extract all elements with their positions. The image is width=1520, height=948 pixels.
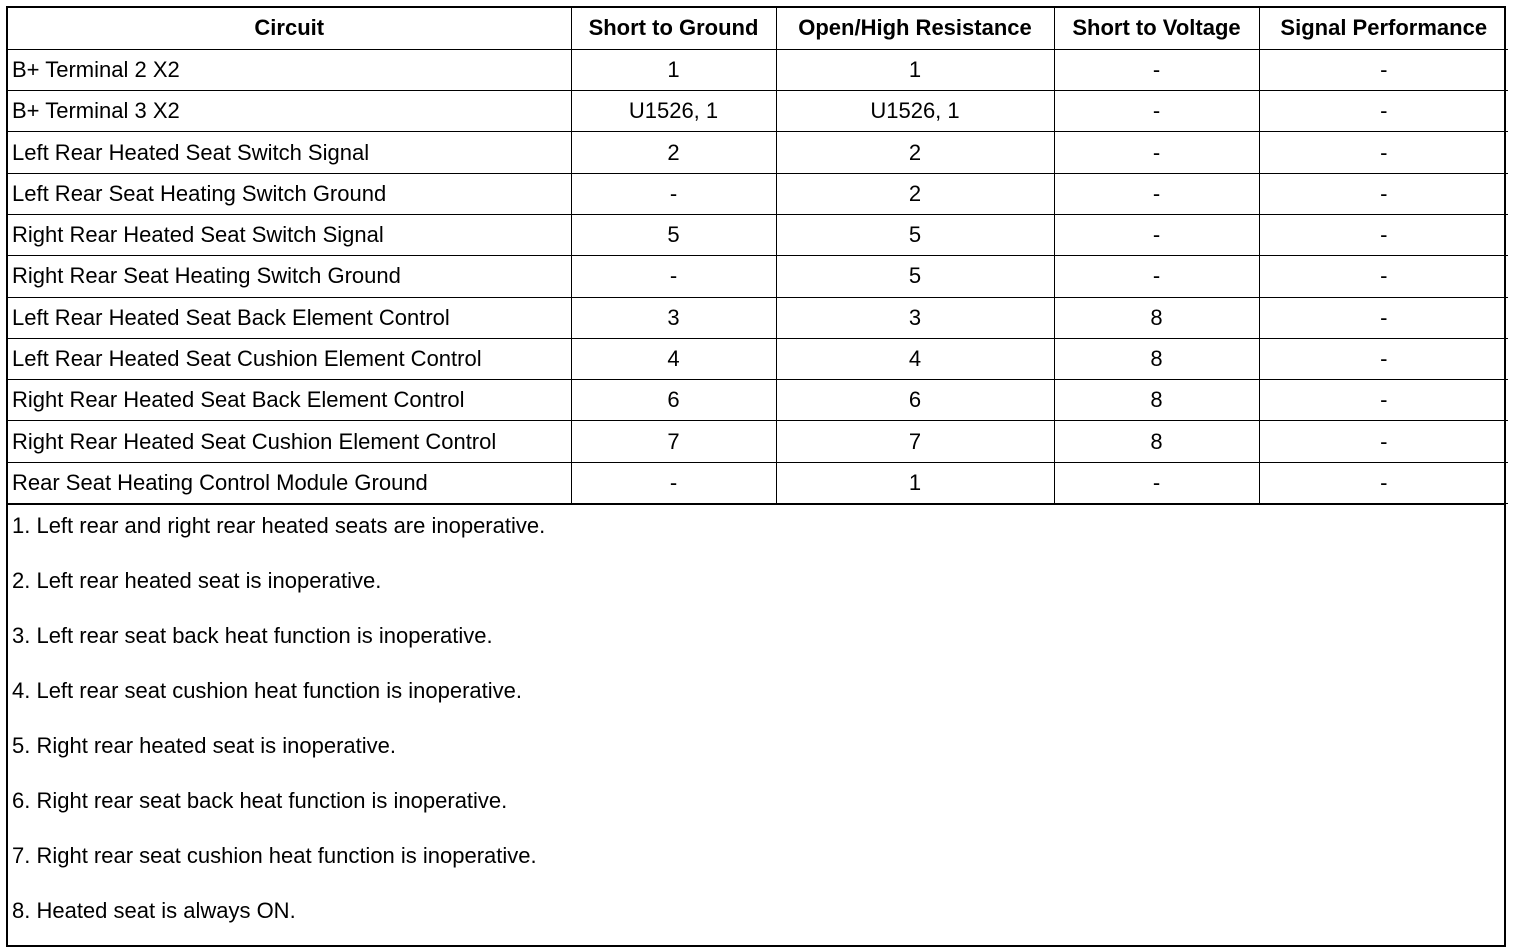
open-high-resistance-cell: 1 [776, 49, 1054, 90]
signal-performance-cell: - [1259, 214, 1508, 255]
short-to-voltage-cell: - [1054, 462, 1259, 503]
table-header-row [8, 8, 1508, 49]
circuit-name: B+ Terminal 3 X2 [8, 91, 571, 132]
table-row [8, 338, 1508, 379]
open-high-resistance-cell: 2 [776, 132, 1054, 173]
circuit-name: Rear Seat Heating Control Module Ground [8, 462, 571, 503]
open-high-resistance-cell: 1 [776, 462, 1054, 503]
table-row [8, 49, 1508, 90]
open-high-resistance-cell: 5 [776, 214, 1054, 255]
short-to-voltage-cell: - [1054, 91, 1259, 132]
note-item: 8. Heated seat is always ON. [12, 898, 296, 924]
open-high-resistance-cell: 2 [776, 173, 1054, 214]
short-to-voltage-cell: - [1054, 214, 1259, 255]
short-to-ground-cell: - [571, 173, 776, 214]
open-high-resistance-cell: 6 [776, 380, 1054, 421]
signal-performance-cell: - [1259, 380, 1508, 421]
open-high-resistance-cell: 7 [776, 421, 1054, 462]
circuit-name: Right Rear Seat Heating Switch Ground [8, 256, 571, 297]
note-item: 5. Right rear heated seat is inoperative. [12, 733, 397, 759]
diagnostic-document [6, 6, 1506, 947]
open-high-resistance-cell: 3 [776, 297, 1054, 338]
short-to-ground-cell: 1 [571, 49, 776, 90]
circuit-name: Right Rear Heated Seat Switch Signal [8, 214, 571, 255]
circuit-name: Left Rear Heated Seat Back Element Control [8, 297, 571, 338]
table-body [8, 49, 1508, 503]
notes-list [8, 504, 1504, 945]
table-row [8, 380, 1508, 421]
signal-performance-cell: - [1259, 297, 1508, 338]
short-to-voltage-cell: 8 [1054, 338, 1259, 379]
short-to-ground-cell: 6 [571, 380, 776, 421]
note-item: 2. Left rear heated seat is inoperative. [12, 568, 382, 594]
circuit-name: Right Rear Heated Seat Cushion Element Control [8, 421, 571, 462]
signal-performance-cell: - [1259, 132, 1508, 173]
table-row [8, 132, 1508, 173]
short-to-ground-cell: 7 [571, 421, 776, 462]
short-to-ground-cell: 3 [571, 297, 776, 338]
table-row [8, 173, 1508, 214]
short-to-voltage-cell: 8 [1054, 421, 1259, 462]
circuit-name: Left Rear Heated Seat Cushion Element Control [8, 338, 571, 379]
signal-performance-cell: - [1259, 49, 1508, 90]
open-high-resistance-cell: 4 [776, 338, 1054, 379]
short-to-ground-cell: 2 [571, 132, 776, 173]
circuit-fault-table [8, 8, 1508, 504]
short-to-voltage-cell: - [1054, 256, 1259, 297]
signal-performance-cell: - [1259, 462, 1508, 503]
circuit-name: Left Rear Seat Heating Switch Ground [8, 173, 571, 214]
open-high-resistance-cell: U1526, 1 [776, 91, 1054, 132]
column-header-signal-performance: Signal Performance [1259, 8, 1508, 49]
signal-performance-cell: - [1259, 256, 1508, 297]
note-item: 3. Left rear seat back heat function is inoperative. [12, 623, 493, 649]
short-to-ground-cell: - [571, 256, 776, 297]
table-row [8, 421, 1508, 462]
signal-performance-cell: - [1259, 91, 1508, 132]
open-high-resistance-cell: 5 [776, 256, 1054, 297]
column-header-open-high-resistance: Open/High Resistance [776, 8, 1054, 49]
table-row [8, 91, 1508, 132]
column-header-circuit: Circuit [8, 8, 571, 49]
column-header-short-to-voltage: Short to Voltage [1054, 8, 1259, 49]
short-to-ground-cell: U1526, 1 [571, 91, 776, 132]
signal-performance-cell: - [1259, 173, 1508, 214]
short-to-ground-cell: 5 [571, 214, 776, 255]
circuit-name: Left Rear Heated Seat Switch Signal [8, 132, 571, 173]
column-header-short-to-ground: Short to Ground [571, 8, 776, 49]
short-to-voltage-cell: - [1054, 173, 1259, 214]
short-to-ground-cell: - [571, 462, 776, 503]
circuit-name: B+ Terminal 2 X2 [8, 49, 571, 90]
table-row [8, 297, 1508, 338]
short-to-voltage-cell: - [1054, 132, 1259, 173]
signal-performance-cell: - [1259, 338, 1508, 379]
note-item: 4. Left rear seat cushion heat function is inoperative. [12, 678, 522, 704]
table-row [8, 214, 1508, 255]
short-to-voltage-cell: 8 [1054, 380, 1259, 421]
signal-performance-cell: - [1259, 421, 1508, 462]
short-to-voltage-cell: - [1054, 49, 1259, 90]
short-to-voltage-cell: 8 [1054, 297, 1259, 338]
short-to-ground-cell: 4 [571, 338, 776, 379]
note-item: 1. Left rear and right rear heated seats are inoperative. [12, 513, 546, 539]
note-item: 7. Right rear seat cushion heat function is inoperative. [12, 843, 537, 869]
circuit-name: Right Rear Heated Seat Back Element Control [8, 380, 571, 421]
table-row [8, 256, 1508, 297]
table-row [8, 462, 1508, 503]
note-item: 6. Right rear seat back heat function is inoperative. [12, 788, 508, 814]
